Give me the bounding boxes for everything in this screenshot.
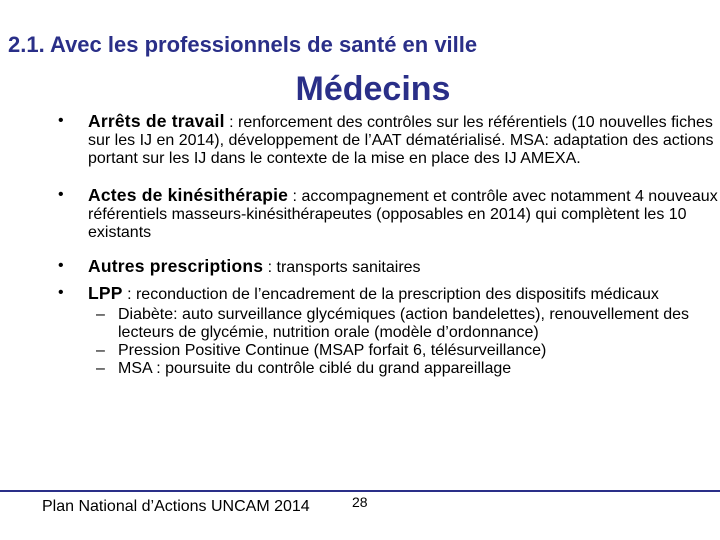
bullet-heading: Arrêts de travail bbox=[88, 111, 225, 131]
bullet-text: : accompagnement et contrôle avec notamment 4 nouveaux référentiels masseurs-kinésithérapeutes (opposables en 2014) qui complètent les 10 existants bbox=[88, 188, 718, 241]
dash-marker: – bbox=[96, 360, 105, 377]
bullet-marker: • bbox=[58, 112, 64, 129]
bullet-text: : renforcement des contrôles sur les référentiels (10 nouvelles fiches sur les IJ en 2014), développement de l’AAT dématérialisé. MSA: adaptation des actions portant sur les IJ dans le contexte de la mise en place des IJ AMEXA. bbox=[88, 114, 714, 167]
slide-subtitle: Médecins bbox=[295, 70, 451, 108]
bullet-heading: LPP bbox=[88, 283, 123, 303]
slide-title: 2.1. Avec les professionnels de santé en ville bbox=[8, 32, 478, 57]
page-number: 28 bbox=[352, 494, 368, 510]
footer-divider bbox=[0, 490, 720, 492]
bullet-list bbox=[58, 112, 718, 378]
bullet-item-lpp bbox=[58, 284, 718, 378]
sub-item-text: Pression Positive Continue (MSAP forfait 6, télésurveillance) bbox=[118, 342, 547, 359]
bullet-heading: Autres prescriptions bbox=[88, 256, 264, 276]
bullet-item-arrets bbox=[58, 112, 718, 168]
sub-list bbox=[88, 306, 718, 378]
bullet-marker: • bbox=[58, 284, 64, 301]
dash-marker: – bbox=[96, 306, 105, 323]
bullet-text: : reconduction de l’encadrement de la prescription des dispositifs médicaux bbox=[122, 286, 659, 303]
bullet-marker: • bbox=[58, 257, 64, 274]
sub-item-text: Diabète: auto surveillance glycémiques (action bandelettes), renouvellement des lecteurs de glycémie, nutrition orale (modèle d’ordonnance) bbox=[118, 306, 689, 341]
sub-item-diabete bbox=[96, 306, 718, 342]
bullet-item-kinesitherapie bbox=[58, 186, 718, 242]
bullet-heading: Actes de kinésithérapie bbox=[88, 185, 289, 205]
sub-item-msa bbox=[96, 360, 718, 378]
bullet-marker: • bbox=[58, 186, 64, 203]
sub-item-ppc bbox=[96, 342, 718, 360]
dash-marker: – bbox=[96, 342, 105, 359]
sub-item-text: MSA : poursuite du contrôle ciblé du grand appareillage bbox=[118, 360, 512, 377]
footer-text: Plan National d’Actions UNCAM 2014 bbox=[42, 498, 310, 515]
bullet-item-autres-prescriptions bbox=[58, 257, 718, 277]
bullet-text: : transports sanitaires bbox=[263, 259, 421, 276]
